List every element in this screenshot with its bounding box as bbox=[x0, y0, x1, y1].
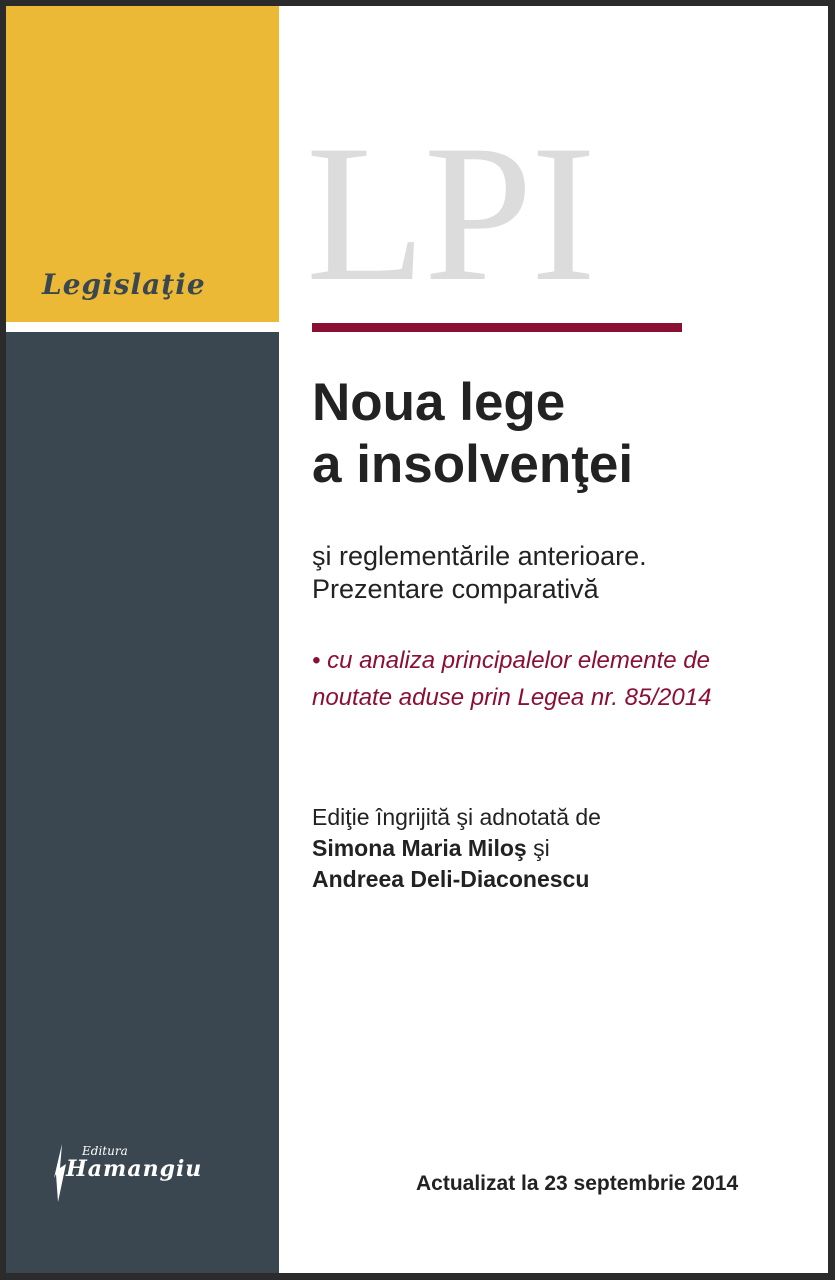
yellow-band bbox=[6, 6, 279, 322]
book-subtitle bbox=[312, 540, 647, 606]
subtitle-line-2: Prezentare comparativă bbox=[312, 574, 599, 604]
note-line-2: noutate aduse prin Legea nr. 85/2014 bbox=[312, 684, 712, 711]
note-line-1: • cu analiza principalelor elemente de bbox=[312, 647, 710, 674]
acronym-lpi: LPI bbox=[306, 105, 594, 322]
analysis-note bbox=[312, 642, 711, 716]
updated-date: Actualizat la 23 septembrie 2014 bbox=[416, 1172, 739, 1195]
authors-line-1 bbox=[312, 833, 601, 864]
authors-line-2 bbox=[312, 864, 601, 895]
edition-intro: Ediţie îngrijită şi adnotată de bbox=[312, 804, 601, 830]
author-2: Andreea Deli-Diaconescu bbox=[312, 866, 590, 892]
author-1: Simona Maria Miloş bbox=[312, 835, 527, 861]
title-line-1: Noua lege bbox=[312, 373, 566, 432]
series-label: Legislaţie bbox=[42, 268, 206, 301]
edition-credits bbox=[312, 802, 601, 895]
subtitle-line-1: şi reglementările anterioare. bbox=[312, 541, 647, 571]
author-conjunction: şi bbox=[526, 835, 550, 861]
publisher-small-label: Editura bbox=[82, 1144, 128, 1158]
publisher-name: Hamangiu bbox=[66, 1156, 203, 1182]
accent-rule bbox=[312, 323, 682, 332]
book-title bbox=[312, 372, 633, 496]
title-line-2: a insolvenţei bbox=[312, 435, 634, 494]
slate-band bbox=[6, 332, 279, 1273]
